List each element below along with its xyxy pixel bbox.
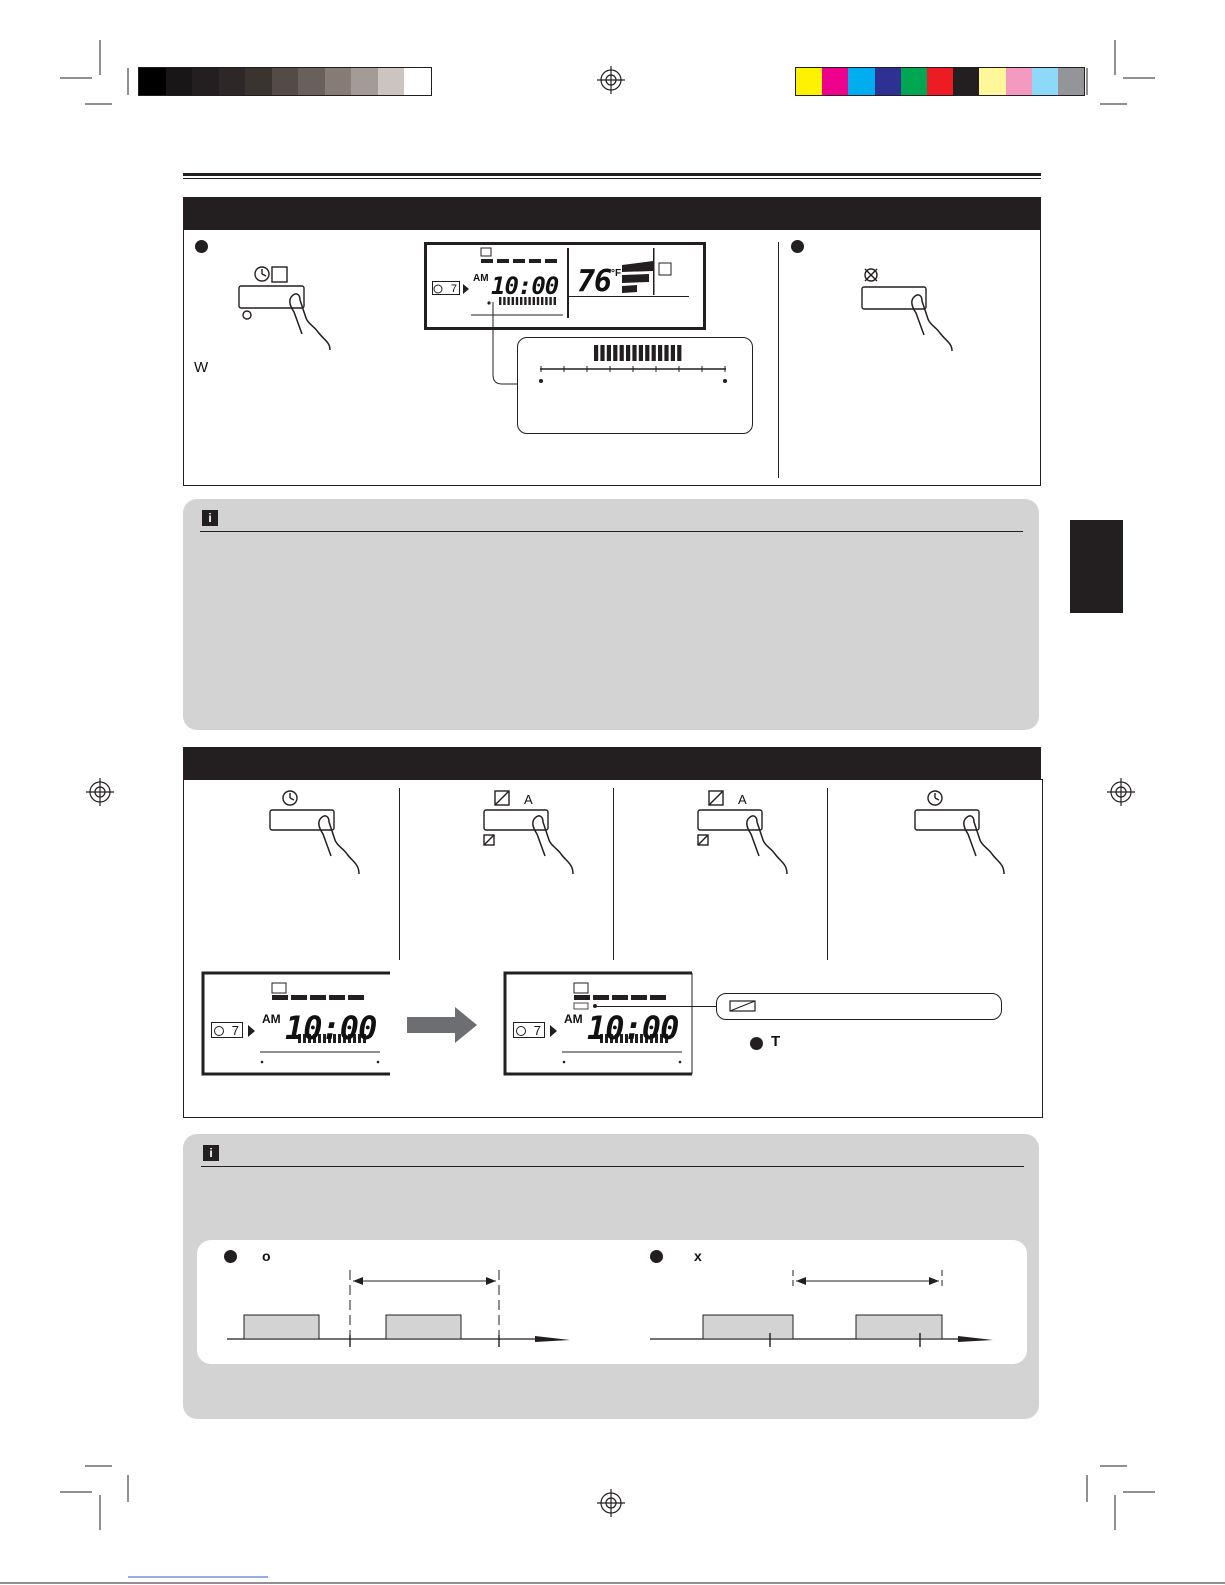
bottom-divider-3 <box>827 788 828 960</box>
color-swatch <box>953 68 979 95</box>
bullet-example-right <box>650 1250 663 1263</box>
lcd-segments-top <box>427 245 697 321</box>
info-box-1 <box>183 499 1039 730</box>
color-swatch <box>192 68 219 95</box>
callout-leader-line <box>480 300 520 390</box>
note-letter-t: T <box>771 1033 781 1050</box>
step4-timer-button <box>914 788 1014 883</box>
am-label-after: AM <box>564 1012 583 1026</box>
color-swatch <box>848 68 874 95</box>
bullet-note-after <box>750 1037 763 1050</box>
color-swatch <box>351 68 378 95</box>
timeline-correct-example <box>225 1265 580 1350</box>
step2-button-letter: A <box>524 792 533 807</box>
cancel-button-illustration <box>860 265 960 357</box>
timer-button <box>915 810 979 830</box>
bullet-example-left <box>224 1250 237 1263</box>
info-icon-1: i <box>202 510 218 526</box>
timer-bar-segment <box>671 345 675 361</box>
timer-bar-segment <box>626 345 630 361</box>
lcd-temperature-unit: °F <box>611 268 622 279</box>
section-header-bar-2 <box>183 747 1041 780</box>
color-swatch <box>219 68 246 95</box>
color-swatch <box>1058 68 1084 95</box>
color-swatch <box>298 68 325 95</box>
day-box-after: 7 <box>513 1022 545 1038</box>
info-box-1-rule <box>200 531 1023 532</box>
day-box-top: 7 <box>432 281 460 295</box>
color-swatch <box>927 68 953 95</box>
chapter-side-tab <box>1070 520 1123 613</box>
setback-indicator-icon <box>729 999 759 1013</box>
timer-bar-detail <box>528 345 738 395</box>
lcd-time-before: 10:00 <box>285 1009 377 1047</box>
play-arrow-icon <box>248 1025 255 1037</box>
timer-bar-segment <box>652 345 656 361</box>
timer-bar-segment <box>658 345 662 361</box>
timer-bar-segment <box>613 345 617 361</box>
timer-bar-segment <box>639 345 643 361</box>
transition-arrow-icon <box>405 1005 480 1045</box>
timer-bar-segment <box>645 345 649 361</box>
step2-set-button <box>483 788 593 883</box>
am-label-before: AM <box>262 1012 281 1026</box>
bottom-divider-2 <box>613 788 614 960</box>
lcd-temperature: 76 <box>577 264 612 299</box>
info-box-2-rule <box>201 1166 1024 1167</box>
play-arrow-icon <box>550 1025 557 1037</box>
color-swatch <box>272 68 299 95</box>
color-swatch <box>1032 68 1058 95</box>
color-swatch <box>875 68 901 95</box>
program-icon <box>272 267 287 282</box>
timeline-incorrect-example <box>648 1265 1003 1350</box>
timer-bar-segment <box>594 345 598 361</box>
top-section-divider <box>778 242 779 478</box>
bullet-step-left <box>195 240 208 253</box>
timer-bar-segment <box>664 345 668 361</box>
registration-mark-bottom <box>597 1489 625 1517</box>
note-letter-w: W <box>194 359 209 376</box>
timer-bar-segment <box>632 345 636 361</box>
section-header-bar-1 <box>183 197 1041 230</box>
bullet-step-right <box>791 240 804 253</box>
timer-button <box>270 810 334 830</box>
day-box-before: 7 <box>211 1022 243 1038</box>
clock-icon-small <box>515 1025 527 1037</box>
step3-set-button <box>697 788 807 883</box>
am-label-top: AM <box>473 273 489 284</box>
color-swatch <box>139 68 166 95</box>
header-rule-thin <box>183 178 1041 179</box>
color-swatch <box>822 68 848 95</box>
timer-button <box>239 286 304 308</box>
timer-button-illustration <box>238 262 348 354</box>
lcd-time-top: 10:00 <box>491 272 559 300</box>
set-button <box>698 810 762 830</box>
set-button <box>484 810 548 830</box>
grey-scale-bar <box>138 67 432 96</box>
color-swatch <box>979 68 1005 95</box>
color-bar <box>795 67 1085 96</box>
color-swatch <box>166 68 193 95</box>
step1-timer-button <box>269 788 369 883</box>
color-swatch <box>245 68 272 95</box>
registration-mark-left <box>86 778 114 806</box>
timer-bar-segment <box>620 345 624 361</box>
header-rule-thick <box>183 173 1041 176</box>
callout-leader-dot <box>593 1004 597 1008</box>
lcd-time-after: 10:00 <box>587 1009 679 1047</box>
color-swatch <box>1006 68 1032 95</box>
example-letter-x: x <box>694 1248 702 1264</box>
info-icon-2: i <box>203 1145 219 1161</box>
color-swatch <box>901 68 927 95</box>
step3-button-letter: A <box>738 792 747 807</box>
registration-mark-right <box>1107 778 1135 806</box>
timer-bar-segment <box>677 345 681 361</box>
color-swatch <box>325 68 352 95</box>
timer-bar-segment <box>600 345 604 361</box>
alarm-icon <box>243 311 251 319</box>
callout-leader-line-2 <box>593 1006 717 1007</box>
timer-bar-segment <box>607 345 611 361</box>
registration-mark-top <box>597 66 625 94</box>
cancel-button <box>862 287 926 309</box>
clock-icon-small <box>213 1025 225 1037</box>
color-swatch <box>796 68 822 95</box>
example-letter-o: o <box>262 1248 271 1264</box>
play-arrow-icon <box>463 284 469 294</box>
color-swatch <box>378 68 405 95</box>
clock-icon-small <box>433 284 443 294</box>
color-swatch <box>404 68 431 95</box>
bottom-divider-1 <box>399 788 400 960</box>
